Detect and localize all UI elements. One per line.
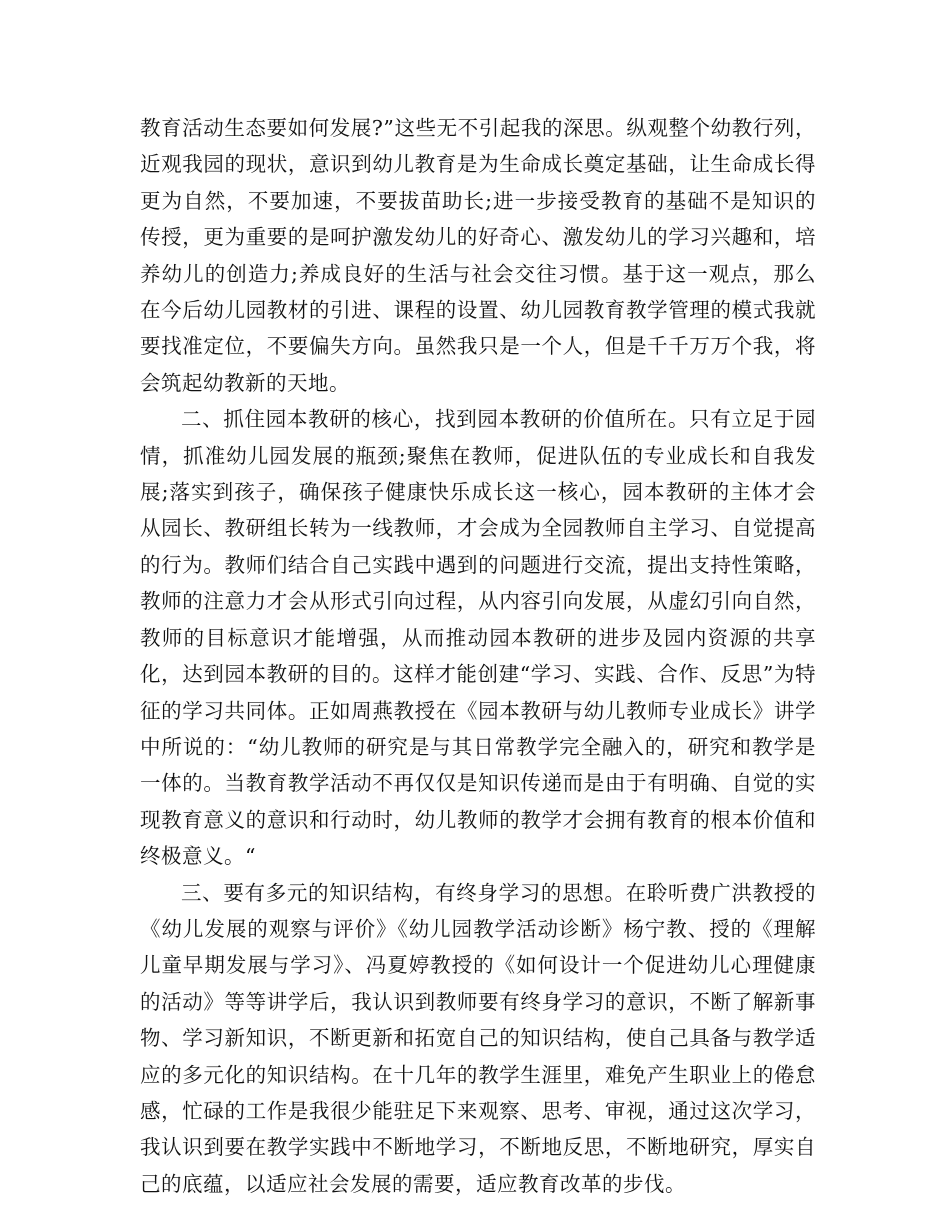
- paragraph-3: 三、要有多元的知识结构，有终身学习的思想。在聆听费广洪教授的《幼儿发展的观察与评价》《幼儿园教学活动诊断》杨宁教、授的《理解儿童早期发展与学习》、冯夏婷教授的《如何设计一个促进幼儿心理健康的活动》等等讲学后，我认识到教师要有终身学习的意识，不断了解新事物、学习新知识，不断更新和拓宽自己的知识结构，使自己具备与教学适应的多元化的知识结构。在十几年的教学生涯里，难免产生职业上的倦怠感，忙碌的工作是我很少能驻足下来观察、思考、审视，通过这次学习，我认识到要在教学实践中不断地学习，不断地反思，不断地研究，厚实自己的底蕴，以适应社会发展的需要，适应教育改革的步伐。: [140, 880, 816, 1196]
- paragraph-1: 教育活动生态要如何发展?”这些无不引起我的深思。纵观整个幼教行列，近观我园的现状，意识到幼儿教育是为生命成长奠定基础，让生命成长得更为自然，不要加速，不要拔苗助长;进一步接受教育的基础不是知识的传授，更为重要的是呵护激发幼儿的好奇心、激发幼儿的学习兴趣和，培养幼儿的创造力;养成良好的生活与社会交往习惯。基于这一观点，那么在今后幼儿园教材的引进、课程的设置、幼儿园教育教学管理的模式我就要找准定位，不要偏失方向。虽然我只是一个人，但是千千万万个我，将会筑起幼教新的天地。: [140, 116, 816, 395]
- document-body: [140, 110, 816, 1202]
- paragraph-2: 二、抓住园本教研的核心，找到园本教研的价值所在。只有立足于园情，抓准幼儿园发展的瓶颈;聚焦在教师，促进队伍的专业成长和自我发展;落实到孩子，确保孩子健康快乐成长这一核心，园本教研的主体才会从园长、教研组长转为一线教师，才会成为全园教师自主学习、自觉提高的行为。教师们结合自己实践中遇到的问题进行交流，提出支持性策略，教师的注意力才会从形式引向过程，从内容引向发展，从虚幻引向自然，教师的目标意识才能增强，从而推动园本教研的进步及园内资源的共享化，达到园本教研的目的。这样才能创建“学习、实践、合作、反思”为特征的学习共同体。正如周燕教授在《园本教研与幼儿教师专业成长》讲学中所说的：“幼儿教师的研究是与其日常教学完全融入的，研究和教学是一体的。当教育教学活动不再仅仅是知识传递而是由于有明确、自觉的实现教育意义的意识和行动时，幼儿教师的教学才会拥有教育的根本价值和终极意义。“: [140, 407, 816, 869]
